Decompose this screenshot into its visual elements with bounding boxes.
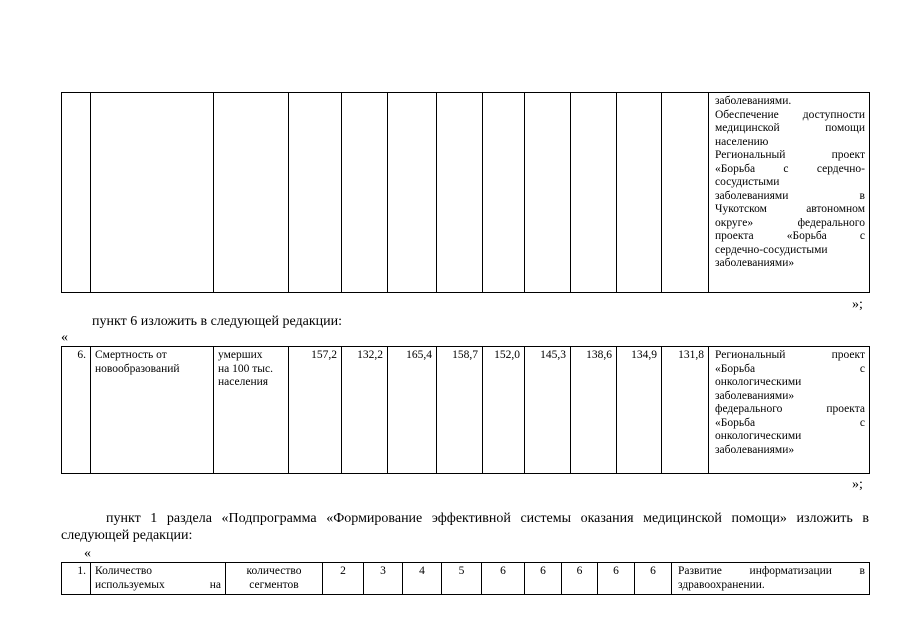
project-cell xyxy=(709,347,870,474)
project-line: заболеваниями. xyxy=(715,95,792,107)
indicator-name-line: Количество xyxy=(95,565,152,577)
project-line: Чукотском автономном xyxy=(715,203,865,215)
unit-line: количество xyxy=(246,565,302,577)
value-cell: 3 xyxy=(364,563,403,595)
value-cell: 152,0 xyxy=(483,347,525,474)
value-cell: 145,3 xyxy=(525,347,571,474)
unit-line: на 100 тыс. xyxy=(218,362,273,375)
table-cell xyxy=(388,93,437,293)
unit-line: населения xyxy=(218,376,269,388)
project-line: Региональный проект xyxy=(715,149,865,161)
value-cell: 4 xyxy=(403,563,442,595)
project-line: онкологическими xyxy=(715,376,802,388)
indicator-table xyxy=(61,562,870,595)
table-cell xyxy=(571,93,617,293)
close-quote: »; xyxy=(852,477,863,492)
value-cell: 138,6 xyxy=(571,347,617,474)
project-line: онкологическими xyxy=(715,430,802,442)
instruction-paragraph: пункт 6 изложить в следующей редакции: xyxy=(92,314,342,329)
continuation-table xyxy=(61,92,870,293)
table-cell xyxy=(342,93,388,293)
table-row xyxy=(62,347,870,474)
indicator-table xyxy=(61,346,870,474)
project-line: заболеваниями» xyxy=(715,389,795,402)
indicator-name-line: используемых на xyxy=(95,578,221,591)
project-line: «Борьба с xyxy=(715,362,865,375)
value-cell: 5 xyxy=(442,563,482,595)
instruction-paragraph: пункт 1 раздела «Подпрограмма «Формирование эффективной системы оказания медицинской помощи» изложить в следующей редакции: xyxy=(61,511,869,543)
unit-line: сегментов xyxy=(249,578,299,591)
project-line: «Борьба с сердечно- xyxy=(715,162,865,175)
project-line: медицинской помощи xyxy=(715,122,865,134)
project-line: заболеваниями» xyxy=(715,443,795,456)
value-cell: 157,2 xyxy=(289,347,342,474)
open-quote: « xyxy=(84,546,91,561)
open-quote: « xyxy=(61,330,68,345)
table-cell xyxy=(214,93,289,293)
project-cell xyxy=(672,563,870,595)
indicator-name-line: Смертность от xyxy=(95,349,167,361)
project-line: «Борьба с xyxy=(715,416,865,429)
project-line: сердечно-сосудистыми xyxy=(715,243,828,256)
project-line: Развитие информатизации в xyxy=(678,565,865,577)
value-cell: 6 xyxy=(598,563,635,595)
table-row xyxy=(62,563,870,595)
project-line: Обеспечение доступности xyxy=(715,108,865,121)
value-cell: 2 xyxy=(323,563,364,595)
project-line: заболеваниями в xyxy=(715,189,865,202)
value-cell: 6 xyxy=(525,563,562,595)
row-number: 6. xyxy=(62,347,91,474)
table-cell xyxy=(525,93,571,293)
table-cell xyxy=(617,93,662,293)
indicator-name xyxy=(91,347,214,474)
value-cell: 134,9 xyxy=(617,347,662,474)
indicator-name xyxy=(91,563,226,595)
value-cell: 165,4 xyxy=(388,347,437,474)
project-line: населению xyxy=(715,135,769,148)
project-line: сосудистыми xyxy=(715,176,780,188)
project-cell xyxy=(709,93,870,293)
project-line: проекта «Борьба с xyxy=(715,230,865,242)
project-line: заболеваниями» xyxy=(715,257,795,269)
project-line: Региональный проект xyxy=(715,349,865,361)
project-line: округе» федерального xyxy=(715,216,865,229)
project-line: здравоохранении. xyxy=(678,578,765,591)
value-cell: 6 xyxy=(562,563,598,595)
unit-line: умерших xyxy=(218,349,263,361)
table-cell xyxy=(62,93,91,293)
row-number: 1. xyxy=(62,563,91,595)
value-cell: 131,8 xyxy=(662,347,709,474)
table-cell xyxy=(662,93,709,293)
value-cell: 158,7 xyxy=(437,347,483,474)
value-cell: 6 xyxy=(482,563,525,595)
unit-cell xyxy=(214,347,289,474)
unit-cell xyxy=(226,563,323,595)
table-cell xyxy=(483,93,525,293)
close-quote: »; xyxy=(852,297,863,312)
value-cell: 132,2 xyxy=(342,347,388,474)
table-cell xyxy=(437,93,483,293)
table-row xyxy=(62,93,870,293)
table-cell xyxy=(91,93,214,293)
project-line: федерального проекта xyxy=(715,403,865,415)
value-cell: 6 xyxy=(635,563,672,595)
indicator-name-line: новообразований xyxy=(95,362,180,375)
table-cell xyxy=(289,93,342,293)
